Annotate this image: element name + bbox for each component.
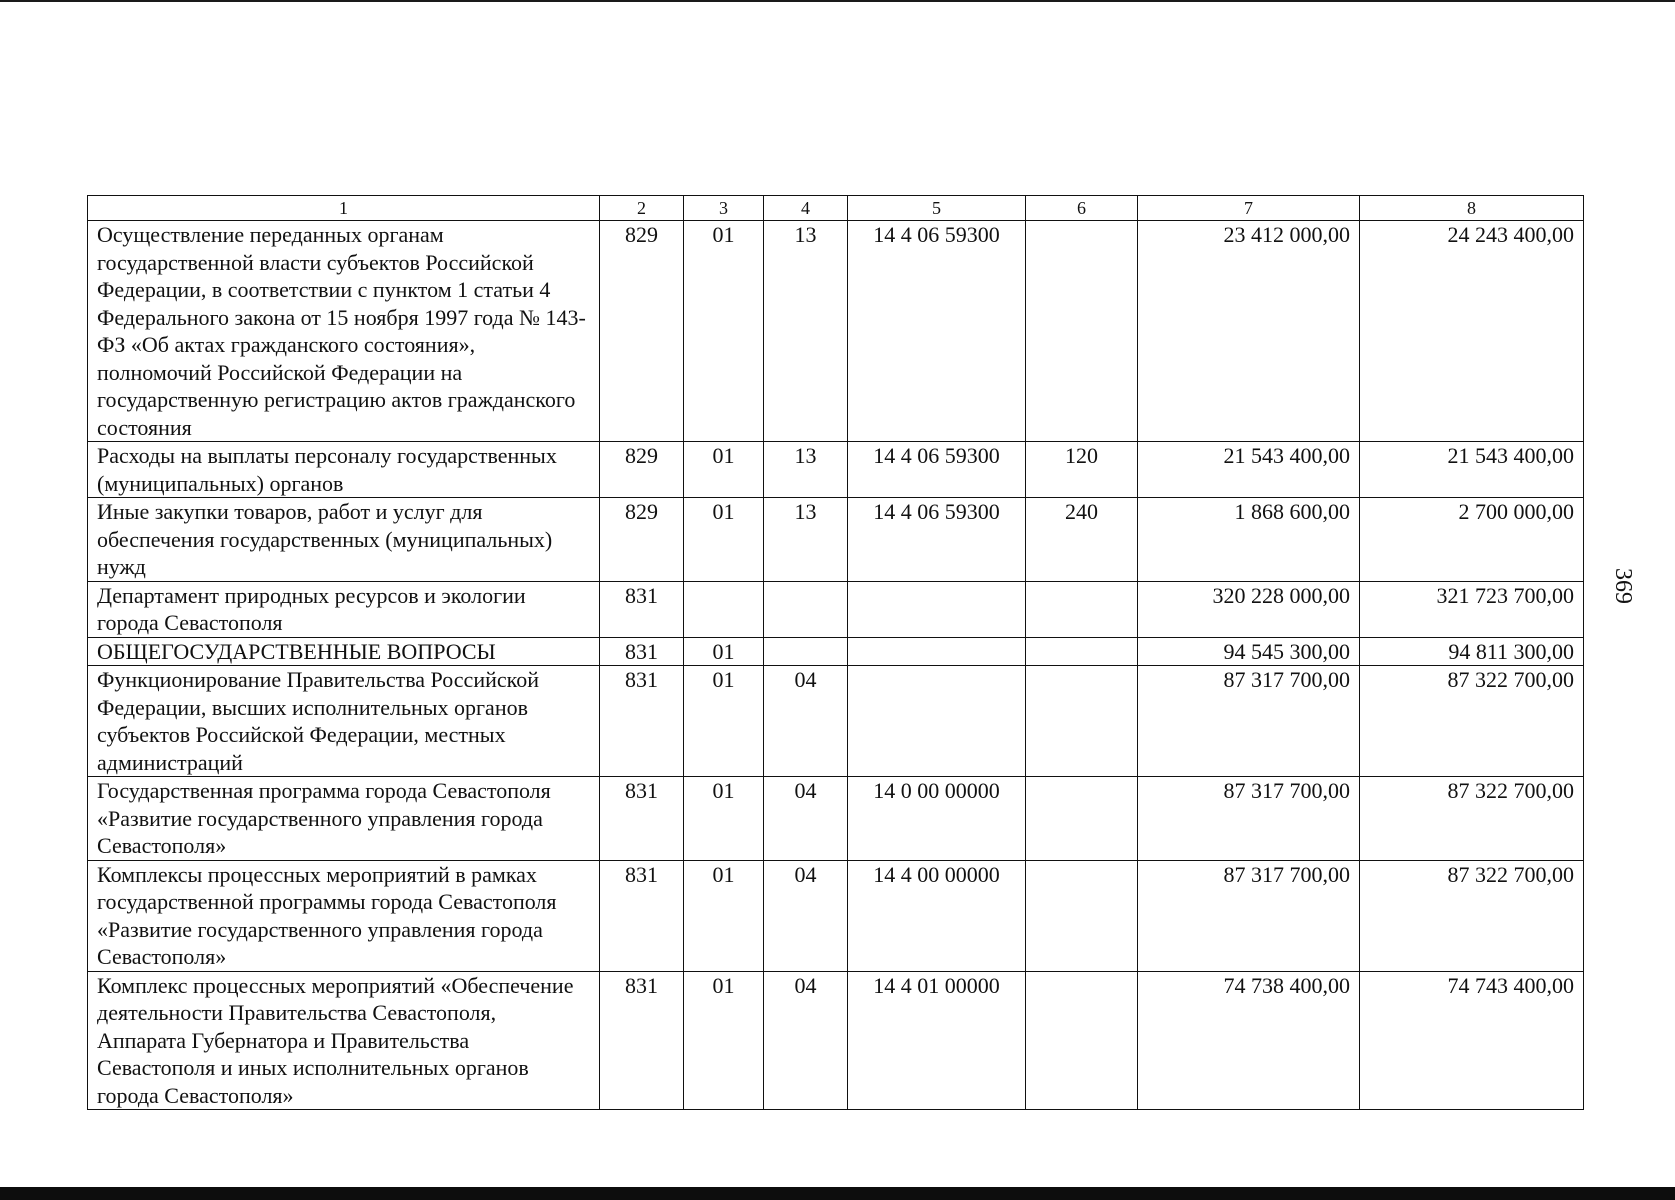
row-subsection-cell: 13 bbox=[764, 442, 848, 498]
row-target-cell: 14 4 06 59300 bbox=[848, 221, 1026, 442]
row-section-cell: 01 bbox=[684, 860, 764, 971]
row-target-cell: 14 4 01 00000 bbox=[848, 971, 1026, 1110]
row-code-cell: 831 bbox=[600, 581, 684, 637]
row-amount-2-cell: 2 700 000,00 bbox=[1360, 498, 1584, 582]
table-row bbox=[88, 777, 1584, 861]
row-amount-2-cell: 94 811 300,00 bbox=[1360, 637, 1584, 666]
scan-edge-bottom bbox=[0, 1187, 1675, 1200]
row-target-cell bbox=[848, 666, 1026, 777]
table-row bbox=[88, 442, 1584, 498]
row-type-cell bbox=[1026, 777, 1138, 861]
row-amount-2-cell: 21 543 400,00 bbox=[1360, 442, 1584, 498]
row-amount-2-cell: 24 243 400,00 bbox=[1360, 221, 1584, 442]
row-code-cell: 831 bbox=[600, 860, 684, 971]
row-amount-2-cell: 74 743 400,00 bbox=[1360, 971, 1584, 1110]
row-amount-1-cell: 1 868 600,00 bbox=[1138, 498, 1360, 582]
row-amount-1-cell: 87 317 700,00 bbox=[1138, 860, 1360, 971]
header-cell-2: 2 bbox=[600, 196, 684, 221]
row-type-cell bbox=[1026, 860, 1138, 971]
scan-edge-top bbox=[0, 0, 1675, 2]
row-subsection-cell: 13 bbox=[764, 498, 848, 582]
row-section-cell: 01 bbox=[684, 442, 764, 498]
row-section-cell: 01 bbox=[684, 637, 764, 666]
row-section-cell bbox=[684, 581, 764, 637]
row-amount-2-cell: 87 322 700,00 bbox=[1360, 777, 1584, 861]
row-section-cell: 01 bbox=[684, 498, 764, 582]
row-code-cell: 831 bbox=[600, 971, 684, 1110]
table-header-row bbox=[88, 196, 1584, 221]
row-code-cell: 831 bbox=[600, 666, 684, 777]
table-row bbox=[88, 221, 1584, 442]
row-subsection-cell: 04 bbox=[764, 777, 848, 861]
row-name-cell: Функционирование Правительства Российской Федерации, высших исполнительных органов субъектов Российской Федерации, местных администраций bbox=[88, 666, 600, 777]
row-amount-1-cell: 87 317 700,00 bbox=[1138, 777, 1360, 861]
row-code-cell: 829 bbox=[600, 498, 684, 582]
row-subsection-cell: 04 bbox=[764, 860, 848, 971]
table-row bbox=[88, 971, 1584, 1110]
row-type-cell bbox=[1026, 666, 1138, 777]
row-name-cell: Комплексы процессных мероприятий в рамках государственной программы города Севастополя «Развитие государственного управления города Севастополя» bbox=[88, 860, 600, 971]
row-target-cell bbox=[848, 637, 1026, 666]
row-name-cell: Государственная программа города Севастополя «Развитие государственного управления города Севастополя» bbox=[88, 777, 600, 861]
row-target-cell bbox=[848, 581, 1026, 637]
row-subsection-cell: 04 bbox=[764, 971, 848, 1110]
table-row bbox=[88, 498, 1584, 582]
budget-table bbox=[87, 195, 1584, 1110]
header-cell-5: 5 bbox=[848, 196, 1026, 221]
row-subsection-cell bbox=[764, 581, 848, 637]
row-amount-2-cell: 87 322 700,00 bbox=[1360, 860, 1584, 971]
row-amount-1-cell: 87 317 700,00 bbox=[1138, 666, 1360, 777]
row-amount-1-cell: 320 228 000,00 bbox=[1138, 581, 1360, 637]
header-cell-7: 7 bbox=[1138, 196, 1360, 221]
row-target-cell: 14 4 00 00000 bbox=[848, 860, 1026, 971]
row-section-cell: 01 bbox=[684, 971, 764, 1110]
row-type-cell bbox=[1026, 971, 1138, 1110]
row-code-cell: 831 bbox=[600, 637, 684, 666]
row-type-cell: 120 bbox=[1026, 442, 1138, 498]
table-row bbox=[88, 860, 1584, 971]
table-row bbox=[88, 666, 1584, 777]
row-name-cell: Осуществление переданных органам государственной власти субъектов Российской Федерации, в соответствии с пунктом 1 статьи 4 Федерального закона от 15 ноября 1997 года № 143-ФЗ «Об актах гражданского состояния», полномочий Российской Федерации на государственную регистрацию актов гражданского состояния bbox=[88, 221, 600, 442]
row-code-cell: 829 bbox=[600, 442, 684, 498]
row-type-cell bbox=[1026, 581, 1138, 637]
row-subsection-cell: 13 bbox=[764, 221, 848, 442]
row-amount-1-cell: 74 738 400,00 bbox=[1138, 971, 1360, 1110]
page-number: 369 bbox=[1610, 568, 1636, 604]
row-target-cell: 14 4 06 59300 bbox=[848, 442, 1026, 498]
row-section-cell: 01 bbox=[684, 666, 764, 777]
header-cell-1: 1 bbox=[88, 196, 600, 221]
row-name-cell: Расходы на выплаты персоналу государственных (муниципальных) органов bbox=[88, 442, 600, 498]
row-type-cell: 240 bbox=[1026, 498, 1138, 582]
header-cell-4: 4 bbox=[764, 196, 848, 221]
row-amount-2-cell: 87 322 700,00 bbox=[1360, 666, 1584, 777]
row-subsection-cell bbox=[764, 637, 848, 666]
row-section-cell: 01 bbox=[684, 221, 764, 442]
row-name-cell: Комплекс процессных мероприятий «Обеспечение деятельности Правительства Севастополя, Аппарата Губернатора и Правительства Севастополя и иных исполнительных органов города Севастополя» bbox=[88, 971, 600, 1110]
row-amount-1-cell: 21 543 400,00 bbox=[1138, 442, 1360, 498]
row-amount-1-cell: 23 412 000,00 bbox=[1138, 221, 1360, 442]
row-subsection-cell: 04 bbox=[764, 666, 848, 777]
table-row bbox=[88, 637, 1584, 666]
header-cell-6: 6 bbox=[1026, 196, 1138, 221]
row-amount-1-cell: 94 545 300,00 bbox=[1138, 637, 1360, 666]
row-code-cell: 829 bbox=[600, 221, 684, 442]
row-name-cell: Департамент природных ресурсов и экологии города Севастополя bbox=[88, 581, 600, 637]
header-cell-3: 3 bbox=[684, 196, 764, 221]
row-name-cell: ОБЩЕГОСУДАРСТВЕННЫЕ ВОПРОСЫ bbox=[88, 637, 600, 666]
row-section-cell: 01 bbox=[684, 777, 764, 861]
row-target-cell: 14 4 06 59300 bbox=[848, 498, 1026, 582]
table-row bbox=[88, 581, 1584, 637]
row-amount-2-cell: 321 723 700,00 bbox=[1360, 581, 1584, 637]
header-cell-8: 8 bbox=[1360, 196, 1584, 221]
row-type-cell bbox=[1026, 637, 1138, 666]
row-target-cell: 14 0 00 00000 bbox=[848, 777, 1026, 861]
row-name-cell: Иные закупки товаров, работ и услуг для обеспечения государственных (муниципальных) нужд bbox=[88, 498, 600, 582]
row-type-cell bbox=[1026, 221, 1138, 442]
row-code-cell: 831 bbox=[600, 777, 684, 861]
